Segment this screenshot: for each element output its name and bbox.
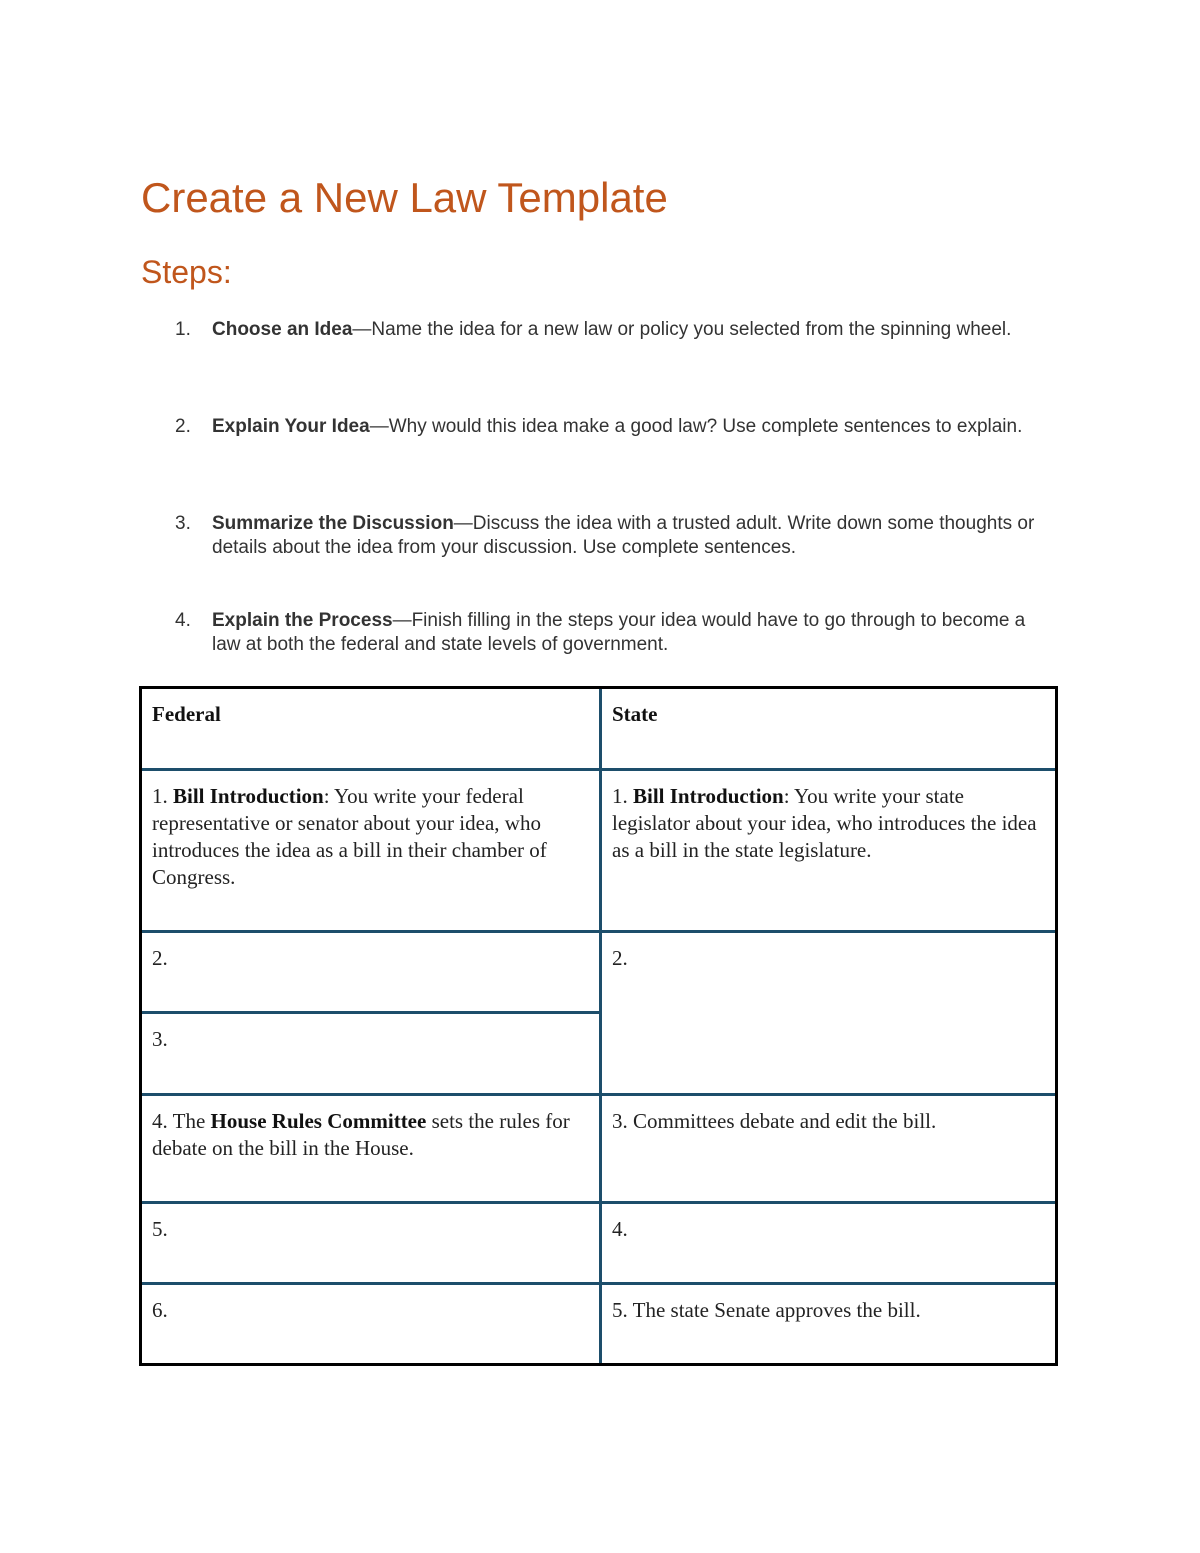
step-description: 3. Committees debate and edit the bill. [612, 1109, 937, 1133]
step-title: Explain Your Idea [212, 416, 370, 437]
step-number: 2. [175, 416, 191, 437]
federal-header: Federal [152, 702, 221, 726]
federal-step-3[interactable] [142, 1014, 599, 1093]
step-text: —Name the idea for a new law or policy you selected from the spinning wheel. [352, 319, 1012, 340]
federal-header-cell [142, 689, 599, 768]
state-step-2[interactable] [602, 933, 1055, 1093]
steps-heading: Steps: [141, 254, 232, 290]
step-number: 3. [175, 513, 191, 534]
step-number-text: 5. [152, 1217, 168, 1241]
step-item [141, 512, 1041, 585]
state-step-1[interactable] [602, 771, 1055, 930]
bill-introduction-label: Bill Introduction [173, 784, 324, 808]
step-title: Explain the Process [212, 610, 393, 631]
step-title: Choose an Idea [212, 319, 353, 340]
step-description: : You write your state legislator about your idea, who introduces the idea as a bill in the state legislature. [612, 784, 1037, 862]
step-number-text: 3. [152, 1027, 168, 1051]
step-number-text: 4. The [152, 1109, 211, 1133]
state-step-4[interactable] [602, 1204, 1055, 1282]
federal-step-5[interactable] [142, 1204, 599, 1282]
step-item [141, 318, 1041, 391]
step-number-text: 2. [152, 946, 168, 970]
law-process-table [139, 686, 1058, 1366]
step-description: : You write your federal representative or senator about your idea, who introduces the idea as a bill in their chamber of Congress. [152, 784, 547, 889]
step-description: sets the rules for debate on the bill in the House. [152, 1109, 570, 1160]
bill-introduction-label: Bill Introduction [633, 784, 784, 808]
steps-list [141, 318, 1041, 706]
step-text: —Why would this idea make a good law? Use complete sentences to explain. [369, 416, 1023, 437]
step-description: 5. The state Senate approves the bill. [612, 1298, 921, 1322]
house-rules-committee-label: House Rules Committee [210, 1109, 427, 1133]
state-header-cell [602, 689, 1055, 768]
step-number-text: 6. [152, 1298, 168, 1322]
step-text: —Finish filling in the steps your idea would have to go through to become a law at both the federal and state levels of government. [212, 610, 1026, 655]
state-step-5[interactable] [602, 1285, 1055, 1363]
step-item [141, 415, 1041, 488]
federal-step-2[interactable] [142, 933, 599, 1011]
step-number-text: 2. [612, 946, 628, 970]
federal-step-1[interactable] [142, 771, 599, 930]
state-step-3[interactable] [602, 1096, 1055, 1201]
page-title: Create a New Law Template [141, 174, 668, 221]
step-item [141, 609, 1041, 682]
step-title: Summarize the Discussion [212, 513, 454, 534]
step-text: —Discuss the idea with a trusted adult. Write down some thoughts or details about the idea from your discussion. Use complete sentences. [212, 513, 1035, 558]
step-number-text: 1. [152, 784, 173, 808]
step-number-text: 4. [612, 1217, 628, 1241]
state-header: State [612, 702, 658, 726]
federal-step-4[interactable] [142, 1096, 599, 1201]
step-number: 4. [175, 610, 191, 631]
federal-step-6[interactable] [142, 1285, 599, 1363]
step-number-text: 1. [612, 784, 633, 808]
step-number: 1. [175, 319, 191, 340]
